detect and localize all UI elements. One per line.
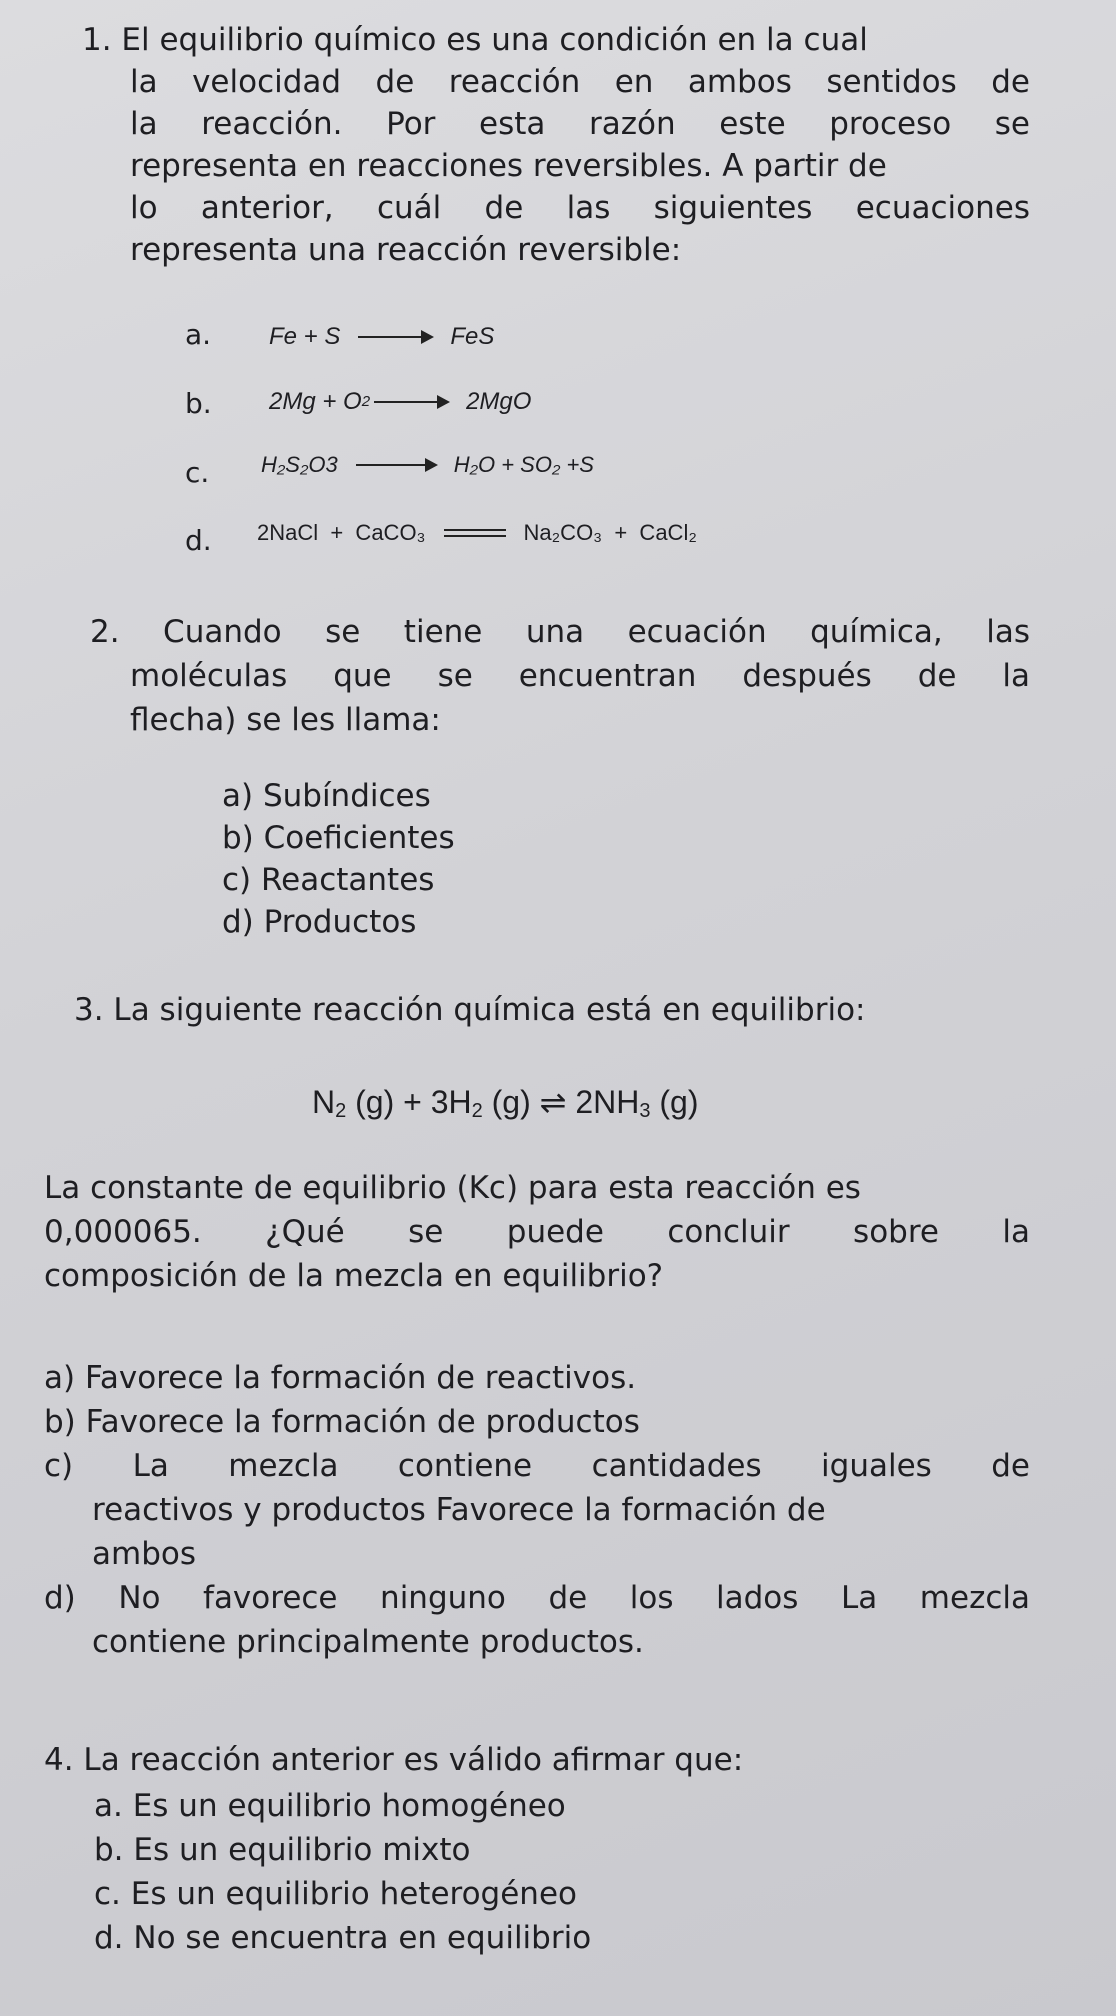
q3-line-1: La constante de equilibrio (Kc) para esta reacción es (44, 1170, 861, 1206)
reactants: 2Mg + O (269, 388, 362, 415)
q2-line-2: moléculas que se encuentran después de la (130, 658, 1030, 694)
arrow-icon (356, 464, 436, 466)
q3-option-c-cont-2: ambos (92, 1536, 196, 1572)
eq-nh3-sub: 3 (639, 1100, 651, 1122)
q1-line-1: 1. El equilibrio químico es una condición en la cual (82, 22, 868, 58)
eq-n2-sub: 2 (335, 1100, 347, 1122)
option-label: d. (185, 524, 212, 557)
q2-line-1: 2. Cuando se tiene una ecuación química, las (90, 614, 1030, 650)
q1-line-5: lo anterior, cuál de las siguientes ecuaciones (130, 190, 1030, 226)
eq-nh3: (g) ⇌ 2NH (482, 1084, 640, 1120)
q3-title: 3. La siguiente reacción química está en equilibrio: (74, 992, 866, 1028)
q3-line-3: composición de la mezcla en equilibrio? (44, 1258, 664, 1294)
products: H₂O + SO₂ +S (453, 452, 594, 477)
q1-option-a (185, 318, 495, 352)
q2-option-d: d) Productos (222, 904, 417, 940)
q3-option-d: d) No favorece ninguno de los lados La mezcla (44, 1580, 1030, 1616)
q4-option-a: a. Es un equilibrio homogéneo (94, 1788, 566, 1824)
q3-option-c: c) La mezcla contiene cantidades iguales de (44, 1448, 1030, 1484)
eq-n2: N (312, 1084, 336, 1120)
q1-line-6: representa una reacción reversible: (130, 232, 682, 268)
eq-h2: (g) + 3H (346, 1084, 472, 1120)
eq-nh3-state: (g) (650, 1084, 699, 1120)
q3-option-d-cont: contiene principalmente productos. (92, 1624, 644, 1660)
q3-option-b: b) Favorece la formación de productos (44, 1404, 640, 1440)
arrow-icon (358, 336, 432, 338)
option-label: a. (185, 318, 212, 351)
reactants: H₂S₂O3 (261, 452, 338, 477)
equilibrium-equation (312, 1082, 698, 1131)
q1-line-3: la reacción. Por esta razón este proceso se (130, 106, 1030, 142)
q1-option-d (185, 518, 697, 557)
reactants-subscript: 2 (361, 393, 371, 410)
q3-option-c-cont-1: reactivos y productos Favorece la formación de (92, 1492, 826, 1528)
q4-option-d: d. No se encuentra en equilibrio (94, 1920, 592, 1956)
q4-option-b: b. Es un equilibrio mixto (94, 1832, 471, 1868)
q1-line-2: la velocidad de reacción en ambos sentidos de (130, 64, 1030, 100)
q1-option-b (185, 387, 532, 420)
arrow-icon (374, 401, 448, 403)
option-label: c. (185, 456, 210, 489)
q4-title: 4. La reacción anterior es válido afirmar que: (44, 1742, 744, 1778)
q2-option-a: a) Subíndices (222, 778, 431, 814)
option-label: b. (185, 387, 212, 420)
products: FeS (450, 323, 495, 350)
q3-option-a: a) Favorece la formación de reactivos. (44, 1360, 637, 1396)
products: 2MgO (466, 388, 532, 415)
q2-line-3: flecha) se les llama: (130, 702, 441, 738)
q3-line-2: 0,000065. ¿Qué se puede concluir sobre la (44, 1214, 1030, 1250)
q2-option-b: b) Coeficientes (222, 820, 455, 856)
equilibrium-arrow-icon (444, 527, 506, 539)
q1-line-4: representa en reacciones reversibles. A partir de (130, 148, 887, 184)
q2-option-c: c) Reactantes (222, 862, 435, 898)
eq-h2-sub: 2 (471, 1100, 483, 1122)
products: Na₂CO₃ + CaCl₂ (523, 520, 697, 545)
reactants: Fe + S (269, 323, 341, 350)
q4-option-c: c. Es un equilibrio heterogéneo (94, 1876, 577, 1912)
reactants: 2NaCl + CaCO₃ (257, 520, 426, 545)
q1-option-c (185, 450, 594, 489)
